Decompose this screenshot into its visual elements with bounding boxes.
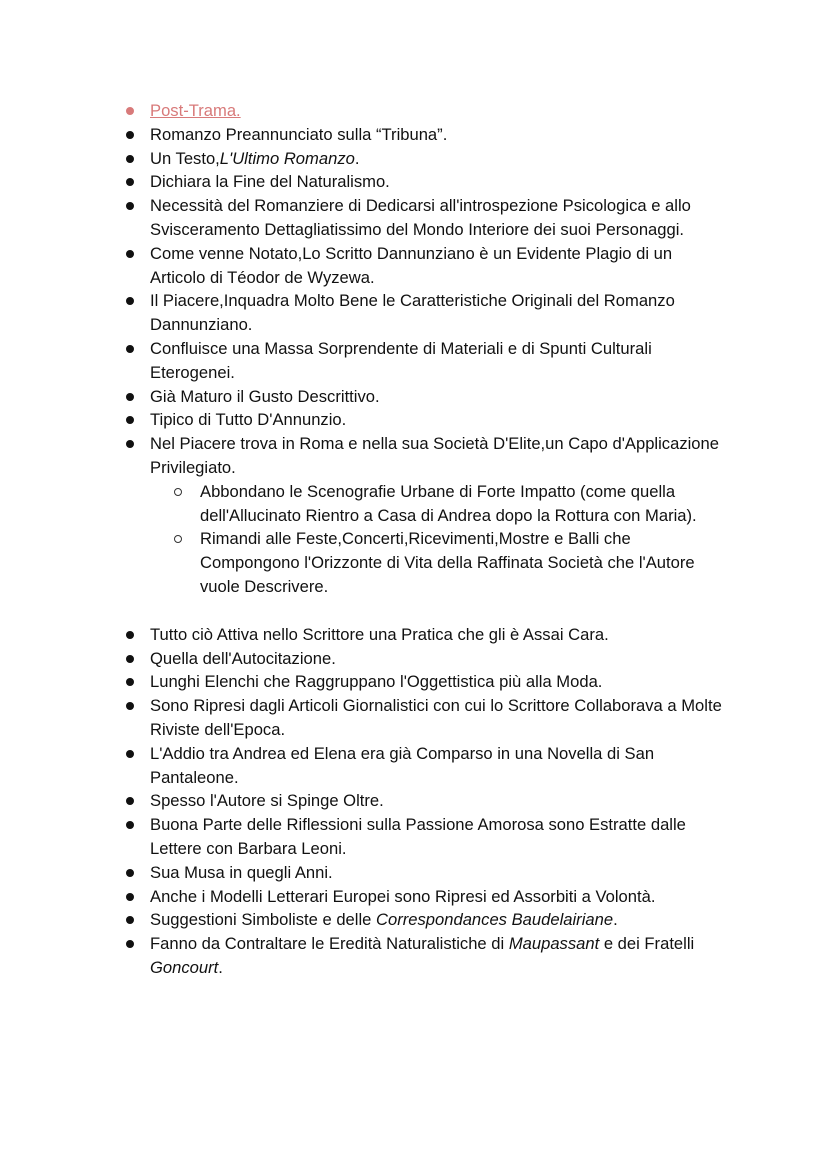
paragraph-spacer (0, 599, 828, 623)
list-item: Suggestioni Simboliste e delle Correspondances Baudelairiane. (0, 908, 828, 932)
list-item: Sono Ripresi dagli Articoli Giornalistici con cui lo Scrittore Collaborava a Molte Riviste dell'Epoca. (0, 694, 828, 742)
bullet-list-nested (0, 480, 828, 599)
list-item: L'Addio tra Andrea ed Elena era già Comparso in una Novella di San Pantaleone. (0, 742, 828, 790)
list-item: Confluisce una Massa Sorprendente di Materiali e di Spunti Culturali Eterogenei. (0, 337, 828, 385)
document-body (0, 99, 828, 980)
list-item: Nel Piacere trova in Roma e nella sua Società D'Elite,un Capo d'Applicazione Privilegiato. (0, 432, 828, 480)
list-item: Tutto ciò Attiva nello Scrittore una Pratica che gli è Assai Cara. (0, 623, 828, 647)
list-item-post-trama (0, 99, 828, 123)
list-item: Spesso l'Autore si Spinge Oltre. (0, 789, 828, 813)
list-item: Buona Parte delle Riflessioni sulla Passione Amorosa sono Estratte dalle Lettere con Barbara Leoni. (0, 813, 828, 861)
list-item: Quella dell'Autocitazione. (0, 647, 828, 671)
list-item: Anche i Modelli Letterari Europei sono Ripresi ed Assorbiti a Volontà. (0, 885, 828, 909)
post-trama-link[interactable]: Post-Trama. (150, 101, 241, 120)
list-item: Un Testo,L'Ultimo Romanzo. (0, 147, 828, 171)
bullet-list-secondary (0, 623, 828, 980)
list-item: Già Maturo il Gusto Descrittivo. (0, 385, 828, 409)
list-item: Sua Musa in quegli Anni. (0, 861, 828, 885)
list-item: Come venne Notato,Lo Scritto Dannunziano è un Evidente Plagio di un Articolo di Téodor de Wyzewa. (0, 242, 828, 290)
list-item: Il Piacere,Inquadra Molto Bene le Caratteristiche Originali del Romanzo Dannunziano. (0, 289, 828, 337)
list-item: Tipico di Tutto D'Annunzio. (0, 408, 828, 432)
nested-list-item: Abbondano le Scenografie Urbane di Forte Impatto (come quella dell'Allucinato Rientro a Casa di Andrea dopo la Rottura con Maria). (0, 480, 828, 528)
list-item: Dichiara la Fine del Naturalismo. (0, 170, 828, 194)
list-item: Necessità del Romanziere di Dedicarsi all'introspezione Psicologica e allo Svisceramento Dettagliatissimo del Mondo Interiore dei suoi Personaggi. (0, 194, 828, 242)
list-item: Romanzo Preannunciato sulla “Tribuna”. (0, 123, 828, 147)
list-item: Fanno da Contraltare le Eredità Naturalistiche di Maupassant e dei Fratelli Goncourt. (0, 932, 828, 980)
nested-list-item: Rimandi alle Feste,Concerti,Ricevimenti,Mostre e Balli che Compongono l'Orizzonte di Vita della Raffinata Società che l'Autore vuole Descrivere. (0, 527, 828, 598)
bullet-list-main (0, 99, 828, 480)
list-item: Lunghi Elenchi che Raggruppano l'Oggettistica più alla Moda. (0, 670, 828, 694)
